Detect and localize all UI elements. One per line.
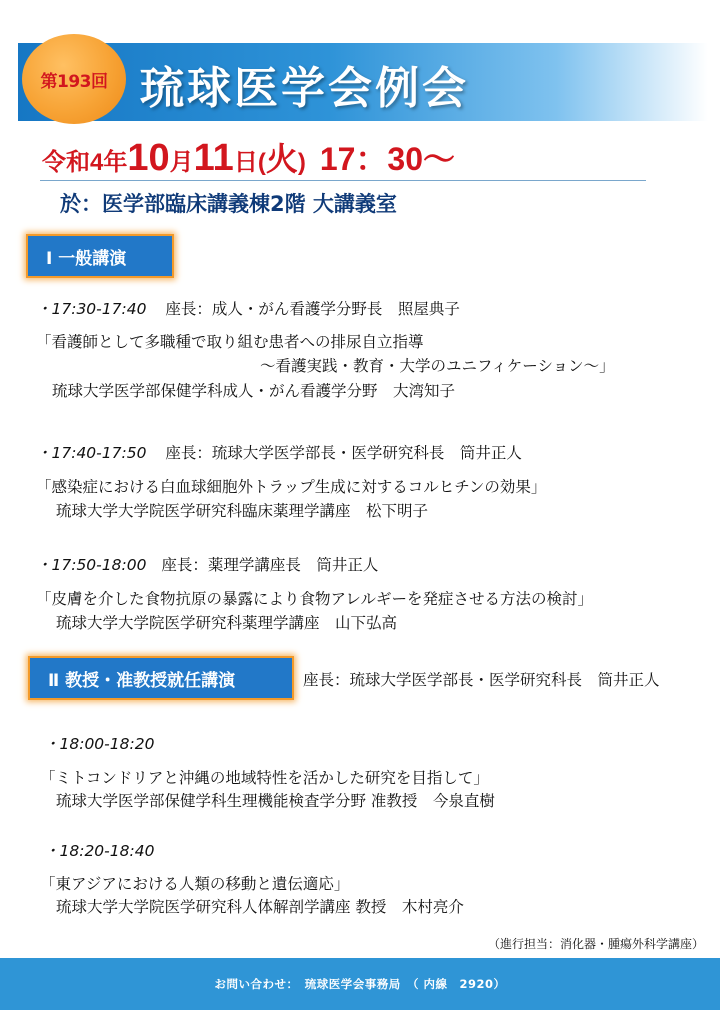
- section-heading-label: Ⅱ 教授・准教授就任講演: [48, 670, 236, 691]
- page-title: 琉球医学会例会: [140, 63, 469, 114]
- date-month-number: 10: [127, 137, 170, 179]
- talk-chair: 座長：成人・がん看護学分野長 照屋典子: [165, 300, 460, 318]
- date-day-number: 11: [193, 137, 234, 179]
- date-paren-open: (: [257, 149, 266, 176]
- section2-chair: 座長：琉球大学医学部長・医学研究科長 筒井正人: [303, 671, 660, 689]
- talk-chair: 座長：薬理学講座長 筒井正人: [161, 556, 379, 574]
- talk-title-line: 「東アジアにおける人類の移動と遺伝適応」: [40, 875, 350, 893]
- talk-title-line: 「感染症における白血球細胞外トラップ生成に対するコルヒチンの効果」: [36, 478, 547, 496]
- organizer-note: （進行担当：消化器・腫瘍外科学講座）: [487, 937, 704, 951]
- section-heading-label: Ⅰ 一般講演: [46, 248, 127, 269]
- talk-title-line: 「ミトコンドリアと沖縄の地域特性を活かした研究を目指して」: [40, 769, 489, 787]
- talk-speaker: 琉球大学医学部保健学科生理機能検査学分野 准教授 今泉直樹: [56, 792, 495, 810]
- session-number: 第193回: [40, 71, 108, 92]
- talk-speaker: 琉球大学大学院医学研究科薬理学講座 山下弘高: [56, 614, 398, 632]
- date-paren-close: ): [297, 149, 306, 176]
- contact-footer: [0, 958, 720, 1010]
- date-weekday: 火: [265, 141, 298, 177]
- talk-2-header: [36, 441, 522, 463]
- date-divider: [40, 180, 646, 181]
- talk-speaker: 琉球大学医学部保健学科成人・がん看護学分野 大湾知子: [52, 382, 456, 400]
- start-time: 17：30～: [319, 141, 456, 177]
- talk-title-line: ～看護実践・教育・大学のユニフィケーション～」: [260, 357, 615, 375]
- talk-speaker: 琉球大学大学院医学研究科臨床薬理学講座 松下明子: [56, 502, 429, 520]
- talk-time: ・17:30-17:40: [36, 300, 147, 318]
- talk-1-header: [36, 297, 460, 319]
- date-day-unit: 日: [233, 149, 258, 176]
- session-badge: [22, 34, 126, 124]
- talk-title-line: 「皮膚を介した食物抗原の暴露により食物アレルギーを発症させる方法の検討」: [36, 590, 593, 608]
- section-heading-general: [26, 234, 174, 278]
- date-month-unit: 月: [169, 149, 194, 176]
- venue: 於：医学部臨床講義棟2階 大講義室: [60, 192, 397, 216]
- talk-time: ・17:40-17:50: [36, 444, 147, 462]
- talk-title-line: 「看護師として多職種で取り組む患者への排尿自立指導: [36, 333, 424, 351]
- talk-time: ・18:00-18:20: [44, 735, 155, 753]
- talk-time: ・17:50-18:00: [36, 556, 147, 574]
- contact-info: お問い合わせ： 琉球医学会事務局 （ 内線 2920）: [214, 977, 506, 991]
- talk-time: ・18:20-18:40: [44, 842, 155, 860]
- talk-speaker: 琉球大学大学院医学研究科人体解剖学講座 教授 木村亮介: [56, 898, 464, 916]
- talk-3-header: [36, 553, 378, 575]
- date-era: 令和4年: [42, 149, 128, 176]
- event-date: [42, 134, 455, 180]
- talk-chair: 座長：琉球大学医学部長・医学研究科長 筒井正人: [165, 444, 522, 462]
- section-heading-inaugural: [28, 656, 294, 700]
